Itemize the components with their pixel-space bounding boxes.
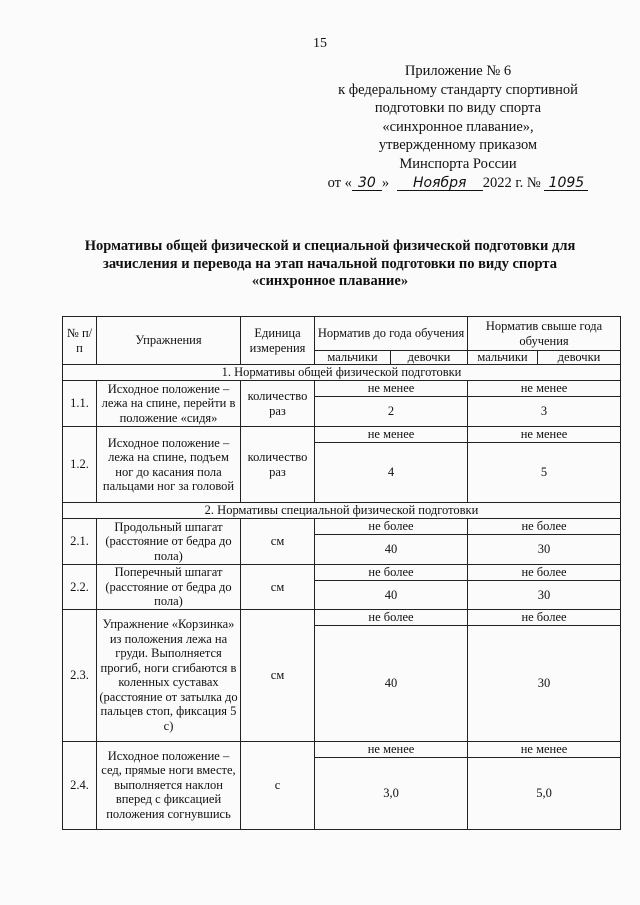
handwritten-month: Ноября bbox=[397, 176, 483, 191]
row-num: 1.2. bbox=[63, 427, 97, 503]
row-unit: количество раз bbox=[241, 427, 315, 503]
cond-upto: не более bbox=[315, 609, 468, 625]
row-unit: см bbox=[241, 565, 315, 610]
handwritten-order-number: 1095 bbox=[544, 176, 588, 191]
row-num: 2.1. bbox=[63, 519, 97, 565]
header-girls: девочки bbox=[538, 351, 621, 365]
cond-over: не менее bbox=[468, 381, 621, 397]
header-norm-upto: Норматив до года обучения bbox=[315, 317, 468, 351]
val-upto: 3,0 bbox=[315, 757, 468, 829]
title-line: Нормативы общей физической и специальной физической подготовки для bbox=[84, 238, 576, 254]
val-over: 30 bbox=[468, 625, 621, 741]
appendix-line: Минспорта России bbox=[399, 155, 517, 172]
row-unit: с bbox=[241, 741, 315, 829]
val-upto: 40 bbox=[315, 581, 468, 609]
val-upto: 40 bbox=[315, 535, 468, 565]
val-upto: 40 bbox=[315, 625, 468, 741]
val-over: 3 bbox=[468, 397, 621, 427]
appendix-line: подготовки по виду спорта bbox=[374, 100, 542, 117]
appendix-line: к федеральному стандарту спортивной bbox=[338, 81, 578, 98]
appendix-header bbox=[308, 62, 608, 192]
row-num: 1.1. bbox=[63, 381, 97, 427]
document-title bbox=[60, 238, 600, 291]
header-exercise: Упражнения bbox=[97, 317, 241, 365]
header-girls: девочки bbox=[391, 351, 468, 365]
date-prefix: от « bbox=[327, 174, 352, 191]
section-title: 1. Нормативы общей физической подготовки bbox=[63, 365, 621, 381]
val-over: 30 bbox=[468, 535, 621, 565]
row-exercise: Упражнение «Корзинка» из положения лежа на груди. Выполняется прогиб, ноги сгибаются в коленных суставах (расстояние от затылка до пальцев стоп, фиксация 5 с) bbox=[97, 609, 241, 741]
row-num: 2.2. bbox=[63, 565, 97, 610]
norms-table bbox=[62, 316, 621, 830]
page-number: 15 bbox=[313, 36, 327, 51]
cond-over: не более bbox=[468, 609, 621, 625]
val-over: 5 bbox=[468, 443, 621, 503]
appendix-line: Приложение № 6 bbox=[404, 63, 512, 79]
cond-over: не менее bbox=[468, 427, 621, 443]
title-line: «синхронное плавание» bbox=[251, 273, 409, 289]
row-num: 2.4. bbox=[63, 741, 97, 829]
cond-upto: не менее bbox=[315, 741, 468, 757]
header-num: № п/п bbox=[63, 317, 97, 365]
cond-upto: не менее bbox=[315, 427, 468, 443]
row-exercise: Поперечный шпагат (расстояние от бедра до пола) bbox=[97, 565, 241, 610]
cond-over: не более bbox=[468, 519, 621, 535]
val-upto: 4 bbox=[315, 443, 468, 503]
header-unit: Единица измерения bbox=[241, 317, 315, 365]
val-over: 30 bbox=[468, 581, 621, 609]
header-norm-over: Норматив свыше года обучения bbox=[468, 317, 621, 351]
handwritten-day: 30 bbox=[352, 176, 382, 191]
header-boys: мальчики bbox=[468, 351, 538, 365]
appendix-line: утвержденному приказом bbox=[378, 137, 538, 154]
appendix-line: «синхронное плавание», bbox=[382, 118, 534, 135]
cond-over: не более bbox=[468, 565, 621, 581]
section-title: 2. Нормативы специальной физической подготовки bbox=[63, 503, 621, 519]
row-exercise: Исходное положение – лежа на спине, перейти в положение «сидя» bbox=[97, 381, 241, 427]
title-line: зачисления и перевода на этап начальной подготовки по виду спорта bbox=[103, 255, 557, 272]
date-year: 2022 г. № bbox=[482, 174, 541, 191]
row-unit: количество раз bbox=[241, 381, 315, 427]
row-exercise: Исходное положение – лежа на спине, подъем ног до касания пола пальцами ног за головой bbox=[97, 427, 241, 503]
cond-over: не менее bbox=[468, 741, 621, 757]
val-over: 5,0 bbox=[468, 757, 621, 829]
date-mid: » bbox=[381, 174, 390, 191]
header-boys: мальчики bbox=[315, 351, 391, 365]
row-num: 2.3. bbox=[63, 609, 97, 741]
val-upto: 2 bbox=[315, 397, 468, 427]
cond-upto: не менее bbox=[315, 381, 468, 397]
row-exercise: Продольный шпагат (расстояние от бедра до пола) bbox=[97, 519, 241, 565]
row-unit: см bbox=[241, 519, 315, 565]
row-exercise: Исходное положение – сед, прямые ноги вместе, выполняется наклон вперед с фиксацией положения согнувшись bbox=[97, 741, 241, 829]
row-unit: см bbox=[241, 609, 315, 741]
appendix-date-line bbox=[308, 174, 608, 193]
cond-upto: не более bbox=[315, 519, 468, 535]
cond-upto: не более bbox=[315, 565, 468, 581]
